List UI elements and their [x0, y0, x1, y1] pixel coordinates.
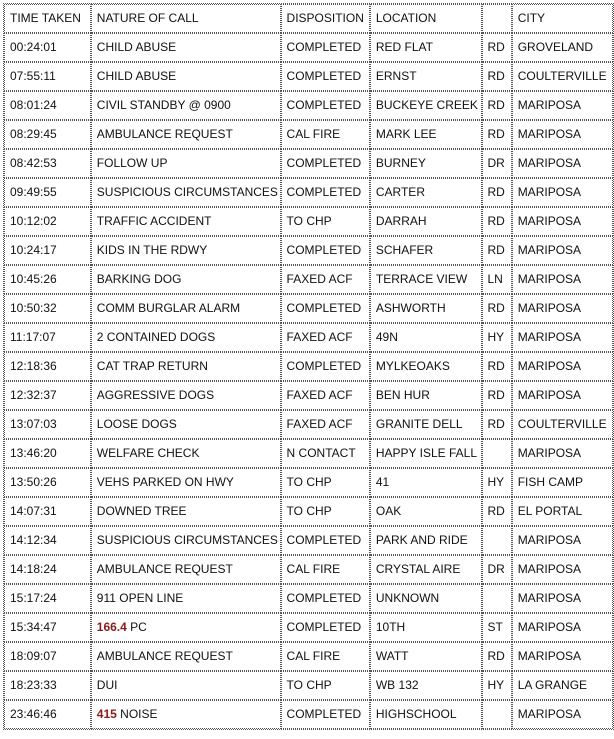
cell-disposition: FAXED ACF	[281, 265, 370, 294]
cell-nature	[91, 642, 281, 671]
cell-time: 08:42:53	[4, 149, 91, 178]
table-row	[4, 613, 613, 642]
cell-nature	[91, 33, 281, 62]
cell-suffix: RD	[482, 381, 512, 410]
cell-city: MARIPOSA	[512, 613, 613, 642]
table-row	[4, 33, 613, 62]
cell-location: BURNEY	[370, 149, 482, 178]
nature-text: AGGRESSIVE DOGS	[96, 388, 215, 402]
cell-city: MARIPOSA	[512, 439, 613, 468]
cell-time: 14:18:24	[4, 555, 91, 584]
cell-city: MARIPOSA	[512, 91, 613, 120]
cell-suffix: RD	[482, 236, 512, 265]
cell-nature	[91, 265, 281, 294]
cell-city: MARIPOSA	[512, 207, 613, 236]
cell-location: ERNST	[370, 62, 482, 91]
cell-time: 10:24:17	[4, 236, 91, 265]
cell-time: 12:32:37	[4, 381, 91, 410]
cell-suffix	[482, 526, 512, 555]
cell-time: 15:17:24	[4, 584, 91, 613]
nature-text: CIVIL STANDBY @ 0900	[96, 98, 231, 112]
nature-text: CHILD ABUSE	[96, 69, 177, 83]
table-row	[4, 642, 613, 671]
table-row	[4, 381, 613, 410]
cell-time: 14:12:34	[4, 526, 91, 555]
cell-disposition: COMPLETED	[281, 700, 370, 729]
cell-city: MARIPOSA	[512, 120, 613, 149]
cell-nature	[91, 410, 281, 439]
cell-suffix: LN	[482, 265, 512, 294]
cell-location: MYLKEOAKS	[370, 352, 482, 381]
cell-nature	[91, 584, 281, 613]
cell-nature	[91, 294, 281, 323]
nature-text: 2 CONTAINED DOGS	[96, 330, 216, 344]
cell-location: UNKNOWN	[370, 584, 482, 613]
cell-suffix: RD	[482, 62, 512, 91]
cell-disposition: COMPLETED	[281, 584, 370, 613]
cell-suffix	[482, 700, 512, 729]
nature-text: COMM BURGLAR ALARM	[96, 301, 241, 315]
nature-text: AMBULANCE REQUEST	[96, 562, 233, 576]
cell-location: CRYSTAL AIRE	[370, 555, 482, 584]
cell-city: MARIPOSA	[512, 178, 613, 207]
cell-time: 14:07:31	[4, 497, 91, 526]
cell-nature	[91, 236, 281, 265]
cell-nature	[91, 468, 281, 497]
cell-nature	[91, 120, 281, 149]
penal-code: 415	[96, 707, 117, 721]
cell-disposition: COMPLETED	[281, 178, 370, 207]
table-row	[4, 497, 613, 526]
cell-city: FISH CAMP	[512, 468, 613, 497]
header-row	[4, 4, 613, 33]
cell-time: 07:55:11	[4, 62, 91, 91]
nature-text: FOLLOW UP	[96, 156, 168, 170]
cell-disposition: TO CHP	[281, 671, 370, 700]
cell-nature	[91, 671, 281, 700]
table-row	[4, 62, 613, 91]
cell-time: 18:23:33	[4, 671, 91, 700]
cell-suffix: RD	[482, 410, 512, 439]
cell-disposition: COMPLETED	[281, 352, 370, 381]
cell-time: 13:46:20	[4, 439, 91, 468]
cell-time: 12:18:36	[4, 352, 91, 381]
cell-suffix: RD	[482, 120, 512, 149]
cell-location: BEN HUR	[370, 381, 482, 410]
cell-city: MARIPOSA	[512, 584, 613, 613]
table-row	[4, 352, 613, 381]
cell-disposition: TO CHP	[281, 468, 370, 497]
cell-suffix	[482, 584, 512, 613]
cell-disposition: COMPLETED	[281, 613, 370, 642]
table-row	[4, 671, 613, 700]
cell-disposition: COMPLETED	[281, 62, 370, 91]
cell-suffix: RD	[482, 497, 512, 526]
cell-city: MARIPOSA	[512, 265, 613, 294]
cell-suffix: ST	[482, 613, 512, 642]
header-time: TIME TAKEN	[4, 4, 91, 33]
cell-nature	[91, 207, 281, 236]
cell-location: WB 132	[370, 671, 482, 700]
cell-disposition: COMPLETED	[281, 526, 370, 555]
cell-suffix: RD	[482, 352, 512, 381]
header-suffix	[482, 4, 512, 33]
table-row	[4, 526, 613, 555]
header-nature: NATURE OF CALL	[91, 4, 281, 33]
cell-disposition: N CONTACT	[281, 439, 370, 468]
nature-text: CAT TRAP RETURN	[96, 359, 208, 373]
cell-time: 08:29:45	[4, 120, 91, 149]
cell-nature	[91, 439, 281, 468]
cell-disposition: FAXED ACF	[281, 323, 370, 352]
nature-text: KIDS IN THE RDWY	[96, 243, 208, 257]
cell-disposition: COMPLETED	[281, 236, 370, 265]
cell-location: 10TH	[370, 613, 482, 642]
cell-disposition: COMPLETED	[281, 91, 370, 120]
cell-location: TERRACE VIEW	[370, 265, 482, 294]
cell-city: GROVELAND	[512, 33, 613, 62]
cell-location: PARK AND RIDE	[370, 526, 482, 555]
cell-disposition: COMPLETED	[281, 149, 370, 178]
nature-text: BARKING DOG	[96, 272, 182, 286]
cell-location: CARTER	[370, 178, 482, 207]
cell-city: COULTERVILLE	[512, 410, 613, 439]
cell-time: 00:24:01	[4, 33, 91, 62]
table-row	[4, 265, 613, 294]
table-row	[4, 323, 613, 352]
cell-city: MARIPOSA	[512, 555, 613, 584]
nature-text: DOWNED TREE	[96, 504, 187, 518]
cell-location: RED FLAT	[370, 33, 482, 62]
cell-suffix: HY	[482, 323, 512, 352]
cell-city: EL PORTAL	[512, 497, 613, 526]
cell-disposition: TO CHP	[281, 207, 370, 236]
cell-time: 23:46:46	[4, 700, 91, 729]
cell-location: OAK	[370, 497, 482, 526]
cell-suffix: HY	[482, 671, 512, 700]
cell-suffix: HY	[482, 468, 512, 497]
cell-disposition: FAXED ACF	[281, 381, 370, 410]
table-row	[4, 120, 613, 149]
cell-location: BUCKEYE CREEK	[370, 91, 482, 120]
table-row	[4, 207, 613, 236]
cell-disposition: COMPLETED	[281, 33, 370, 62]
cell-city: MARIPOSA	[512, 323, 613, 352]
cell-disposition: TO CHP	[281, 497, 370, 526]
call-log-table	[3, 3, 614, 730]
table-row	[4, 236, 613, 265]
cell-nature	[91, 62, 281, 91]
table-row	[4, 700, 613, 729]
cell-time: 10:12:02	[4, 207, 91, 236]
nature-text: TRAFFIC ACCIDENT	[96, 214, 212, 228]
nature-text: CHILD ABUSE	[96, 40, 177, 54]
nature-text: DUI	[96, 678, 118, 692]
penal-code: 166.4	[96, 620, 127, 634]
cell-city: COULTERVILLE	[512, 62, 613, 91]
cell-time: 15:34:47	[4, 613, 91, 642]
table-row	[4, 294, 613, 323]
cell-city: MARIPOSA	[512, 352, 613, 381]
cell-disposition: COMPLETED	[281, 294, 370, 323]
cell-location: GRANITE DELL	[370, 410, 482, 439]
table-row	[4, 555, 613, 584]
cell-location: SCHAFER	[370, 236, 482, 265]
cell-nature	[91, 149, 281, 178]
cell-suffix: RD	[482, 207, 512, 236]
cell-suffix: DR	[482, 555, 512, 584]
cell-time: 18:09:07	[4, 642, 91, 671]
nature-text: NOISE	[116, 707, 158, 721]
cell-city: MARIPOSA	[512, 700, 613, 729]
cell-location: 49N	[370, 323, 482, 352]
table-row	[4, 468, 613, 497]
cell-nature	[91, 497, 281, 526]
cell-nature	[91, 613, 281, 642]
cell-location: HAPPY ISLE FALL	[370, 439, 482, 468]
nature-text: SUSPICIOUS CIRCUMSTANCES	[96, 185, 278, 199]
cell-city: MARIPOSA	[512, 294, 613, 323]
cell-location: DARRAH	[370, 207, 482, 236]
nature-text: AMBULANCE REQUEST	[96, 127, 233, 141]
nature-text: WELFARE CHECK	[96, 446, 200, 460]
cell-nature	[91, 178, 281, 207]
cell-time: 10:45:26	[4, 265, 91, 294]
nature-text: LOOSE DOGS	[96, 417, 177, 431]
cell-time: 09:49:55	[4, 178, 91, 207]
nature-text: PC	[126, 620, 147, 634]
cell-suffix: DR	[482, 149, 512, 178]
cell-suffix: RD	[482, 294, 512, 323]
cell-suffix: RD	[482, 178, 512, 207]
cell-city: MARIPOSA	[512, 236, 613, 265]
cell-location: 41	[370, 468, 482, 497]
header-location: LOCATION	[370, 4, 482, 33]
table-row	[4, 91, 613, 120]
cell-time: 11:17:07	[4, 323, 91, 352]
cell-disposition: FAXED ACF	[281, 410, 370, 439]
cell-nature	[91, 700, 281, 729]
header-city: CITY	[512, 4, 613, 33]
cell-location: MARK LEE	[370, 120, 482, 149]
cell-nature	[91, 555, 281, 584]
cell-nature	[91, 352, 281, 381]
table-body	[4, 33, 613, 729]
cell-nature	[91, 381, 281, 410]
cell-nature	[91, 526, 281, 555]
table-row	[4, 149, 613, 178]
nature-text: 911 OPEN LINE	[96, 591, 184, 605]
table-row	[4, 410, 613, 439]
cell-nature	[91, 91, 281, 120]
cell-time: 10:50:32	[4, 294, 91, 323]
cell-city: MARIPOSA	[512, 149, 613, 178]
nature-text: AMBULANCE REQUEST	[96, 649, 233, 663]
table-row	[4, 439, 613, 468]
cell-disposition: CAL FIRE	[281, 120, 370, 149]
cell-location: HIGHSCHOOL	[370, 700, 482, 729]
cell-time: 08:01:24	[4, 91, 91, 120]
nature-text: SUSPICIOUS CIRCUMSTANCES	[96, 533, 278, 547]
cell-city: MARIPOSA	[512, 526, 613, 555]
table-row	[4, 178, 613, 207]
cell-time: 13:07:03	[4, 410, 91, 439]
cell-city: MARIPOSA	[512, 642, 613, 671]
header-disposition: DISPOSITION	[281, 4, 370, 33]
cell-disposition: CAL FIRE	[281, 642, 370, 671]
cell-suffix: RD	[482, 642, 512, 671]
cell-city: LA GRANGE	[512, 671, 613, 700]
cell-location: WATT	[370, 642, 482, 671]
cell-disposition: CAL FIRE	[281, 555, 370, 584]
cell-suffix: RD	[482, 33, 512, 62]
cell-suffix	[482, 439, 512, 468]
table-row	[4, 584, 613, 613]
nature-text: VEHS PARKED ON HWY	[96, 475, 234, 489]
cell-time: 13:50:26	[4, 468, 91, 497]
cell-location: ASHWORTH	[370, 294, 482, 323]
cell-suffix: RD	[482, 91, 512, 120]
cell-nature	[91, 323, 281, 352]
cell-city: MARIPOSA	[512, 381, 613, 410]
